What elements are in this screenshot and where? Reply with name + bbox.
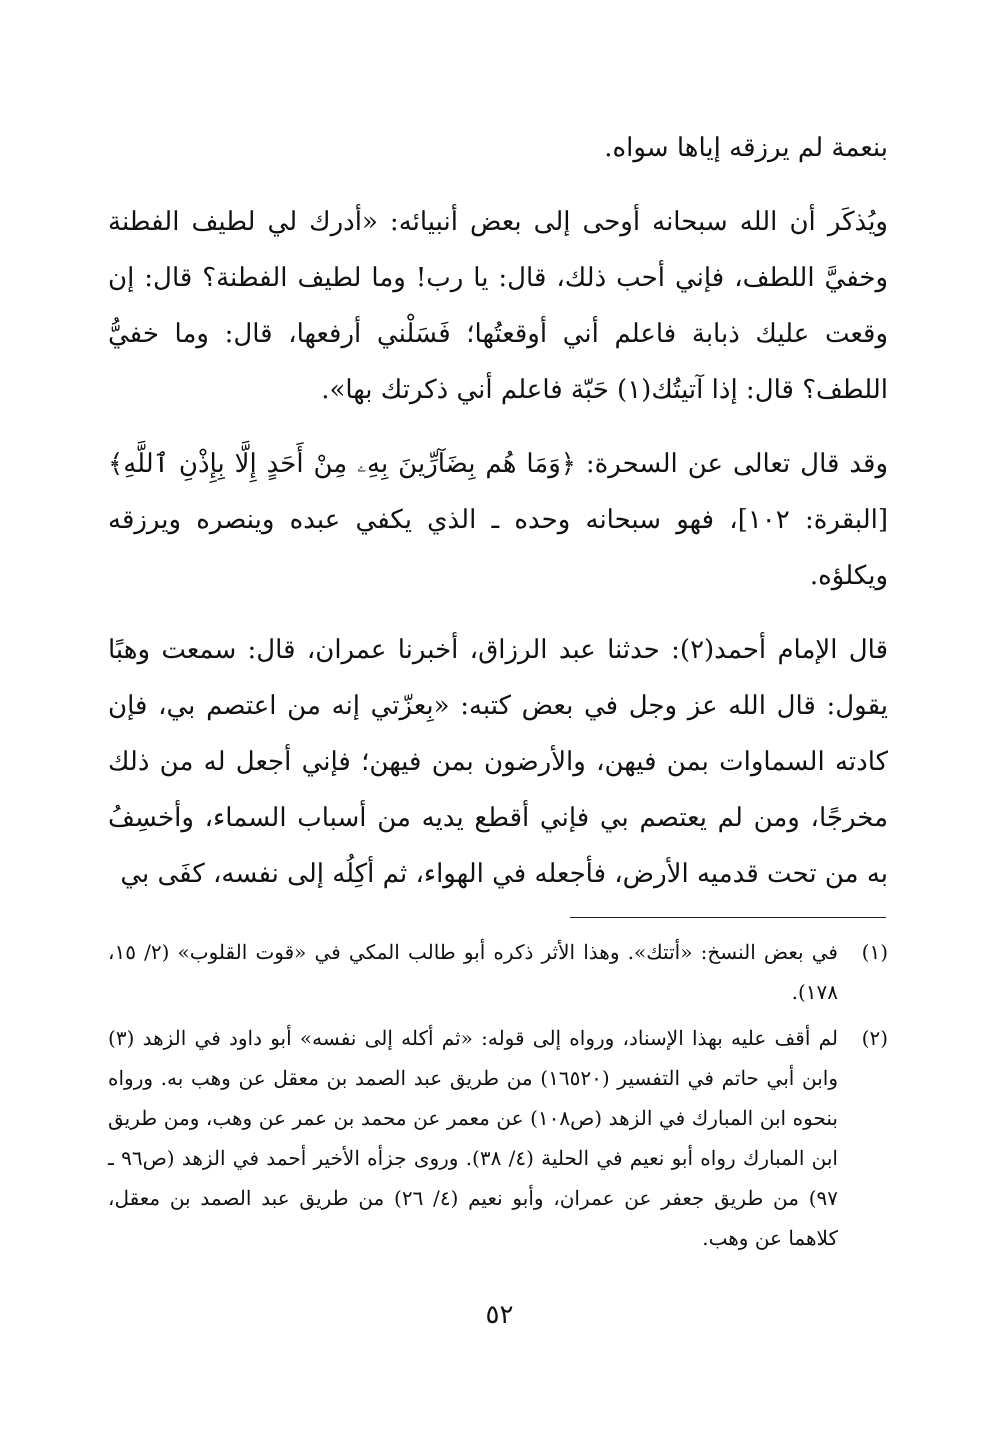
footnote-number: (١) — [861, 940, 888, 964]
footnote-2 — [108, 1018, 888, 1258]
paragraph-4: قال الإمام أحمد(٢): حدثنا عبد الرزاق، أخبرنا عمران، قال: سمعت وهبًا يقول: قال الله عز وجل في بعض كتبه: «بِعزّتي إنه من اعتصم بي، فإن كادته السماوات بمن فيهن، والأرضون بمن فيهن؛ فإني أجعل له من ذلك مخرجًا، ومن لم يعتصم بي فإني أقطع يديه من أسباب السماء، وأخسِفُ به من تحت قدميه الأرض، فأجعله في الهواء، ثم أكِلُه إلى نفسه، كفَى بي — [108, 635, 888, 889]
footnote-1 — [108, 932, 888, 1012]
paragraph-3: وقد قال تعالى عن السحرة: ﴿وَمَا هُم بِضَآرِّينَ بِهِۦ مِنْ أَحَدٍ إِلَّا بِإِذْنِ ٱللَّهِ﴾ [البقرة: ١٠٢]، فهو سبحانه وحده ـ الذي يكفي عبده وينصره ويرزقه ويكلؤه. — [108, 449, 888, 591]
footnote-text: لم أقف عليه بهذا الإسناد، ورواه إلى قوله: «ثم أكله إلى نفسه» أبو داود في الزهد (٣) وابن أبي حاتم في التفسير (١٦٥٢٠) من طريق عبد الصمد بن معقل عن وهب به. ورواه بنحوه ابن المبارك في الزهد (ص١٠٨) عن معمر عن محمد بن عمر عن وهب، ومن طريق ابن المبارك رواه أبو نعيم في الحلية (٤/ ٣٨). وروى جزأه الأخير أحمد في الزهد (ص٩٦ ـ ٩٧) من طريق جعفر عن عمران، وأبو نعيم (٤/ ٢٦) من طريق عبد الصمد بن معقل، كلاهما عن وهب. — [108, 1026, 839, 1250]
footnote-text: في بعض النسخ: «أتتك». وهذا الأثر ذكره أبو طالب المكي في «قوت القلوب» (٢/ ١٥، ١٧٨). — [108, 940, 838, 1004]
paragraph-1: بنعمة لم يرزقه إياها سواه. — [604, 133, 888, 163]
footnote-number: (٢) — [861, 1026, 888, 1050]
paragraph-2: ويُذكَر أن الله سبحانه أوحى إلى بعض أنبيائه: «أدرك لي لطيف الفطنة وخفيَّ اللطف، فإني أحب ذلك، قال: يا رب! وما لطيف الفطنة؟ قال: إن وقعت عليك ذبابة فاعلم أني أوقعتُها؛ فَسَلْني أرفعها، قال: وما خفيُّ اللطف؟ قال: إذا آتيتُك(١) حَبّة فاعلم أني ذكرتك بها». — [108, 207, 888, 405]
footnotes — [108, 932, 888, 1264]
main-text — [108, 120, 888, 902]
page-number: ٥٢ — [485, 1300, 514, 1330]
footnote-separator — [570, 917, 886, 918]
